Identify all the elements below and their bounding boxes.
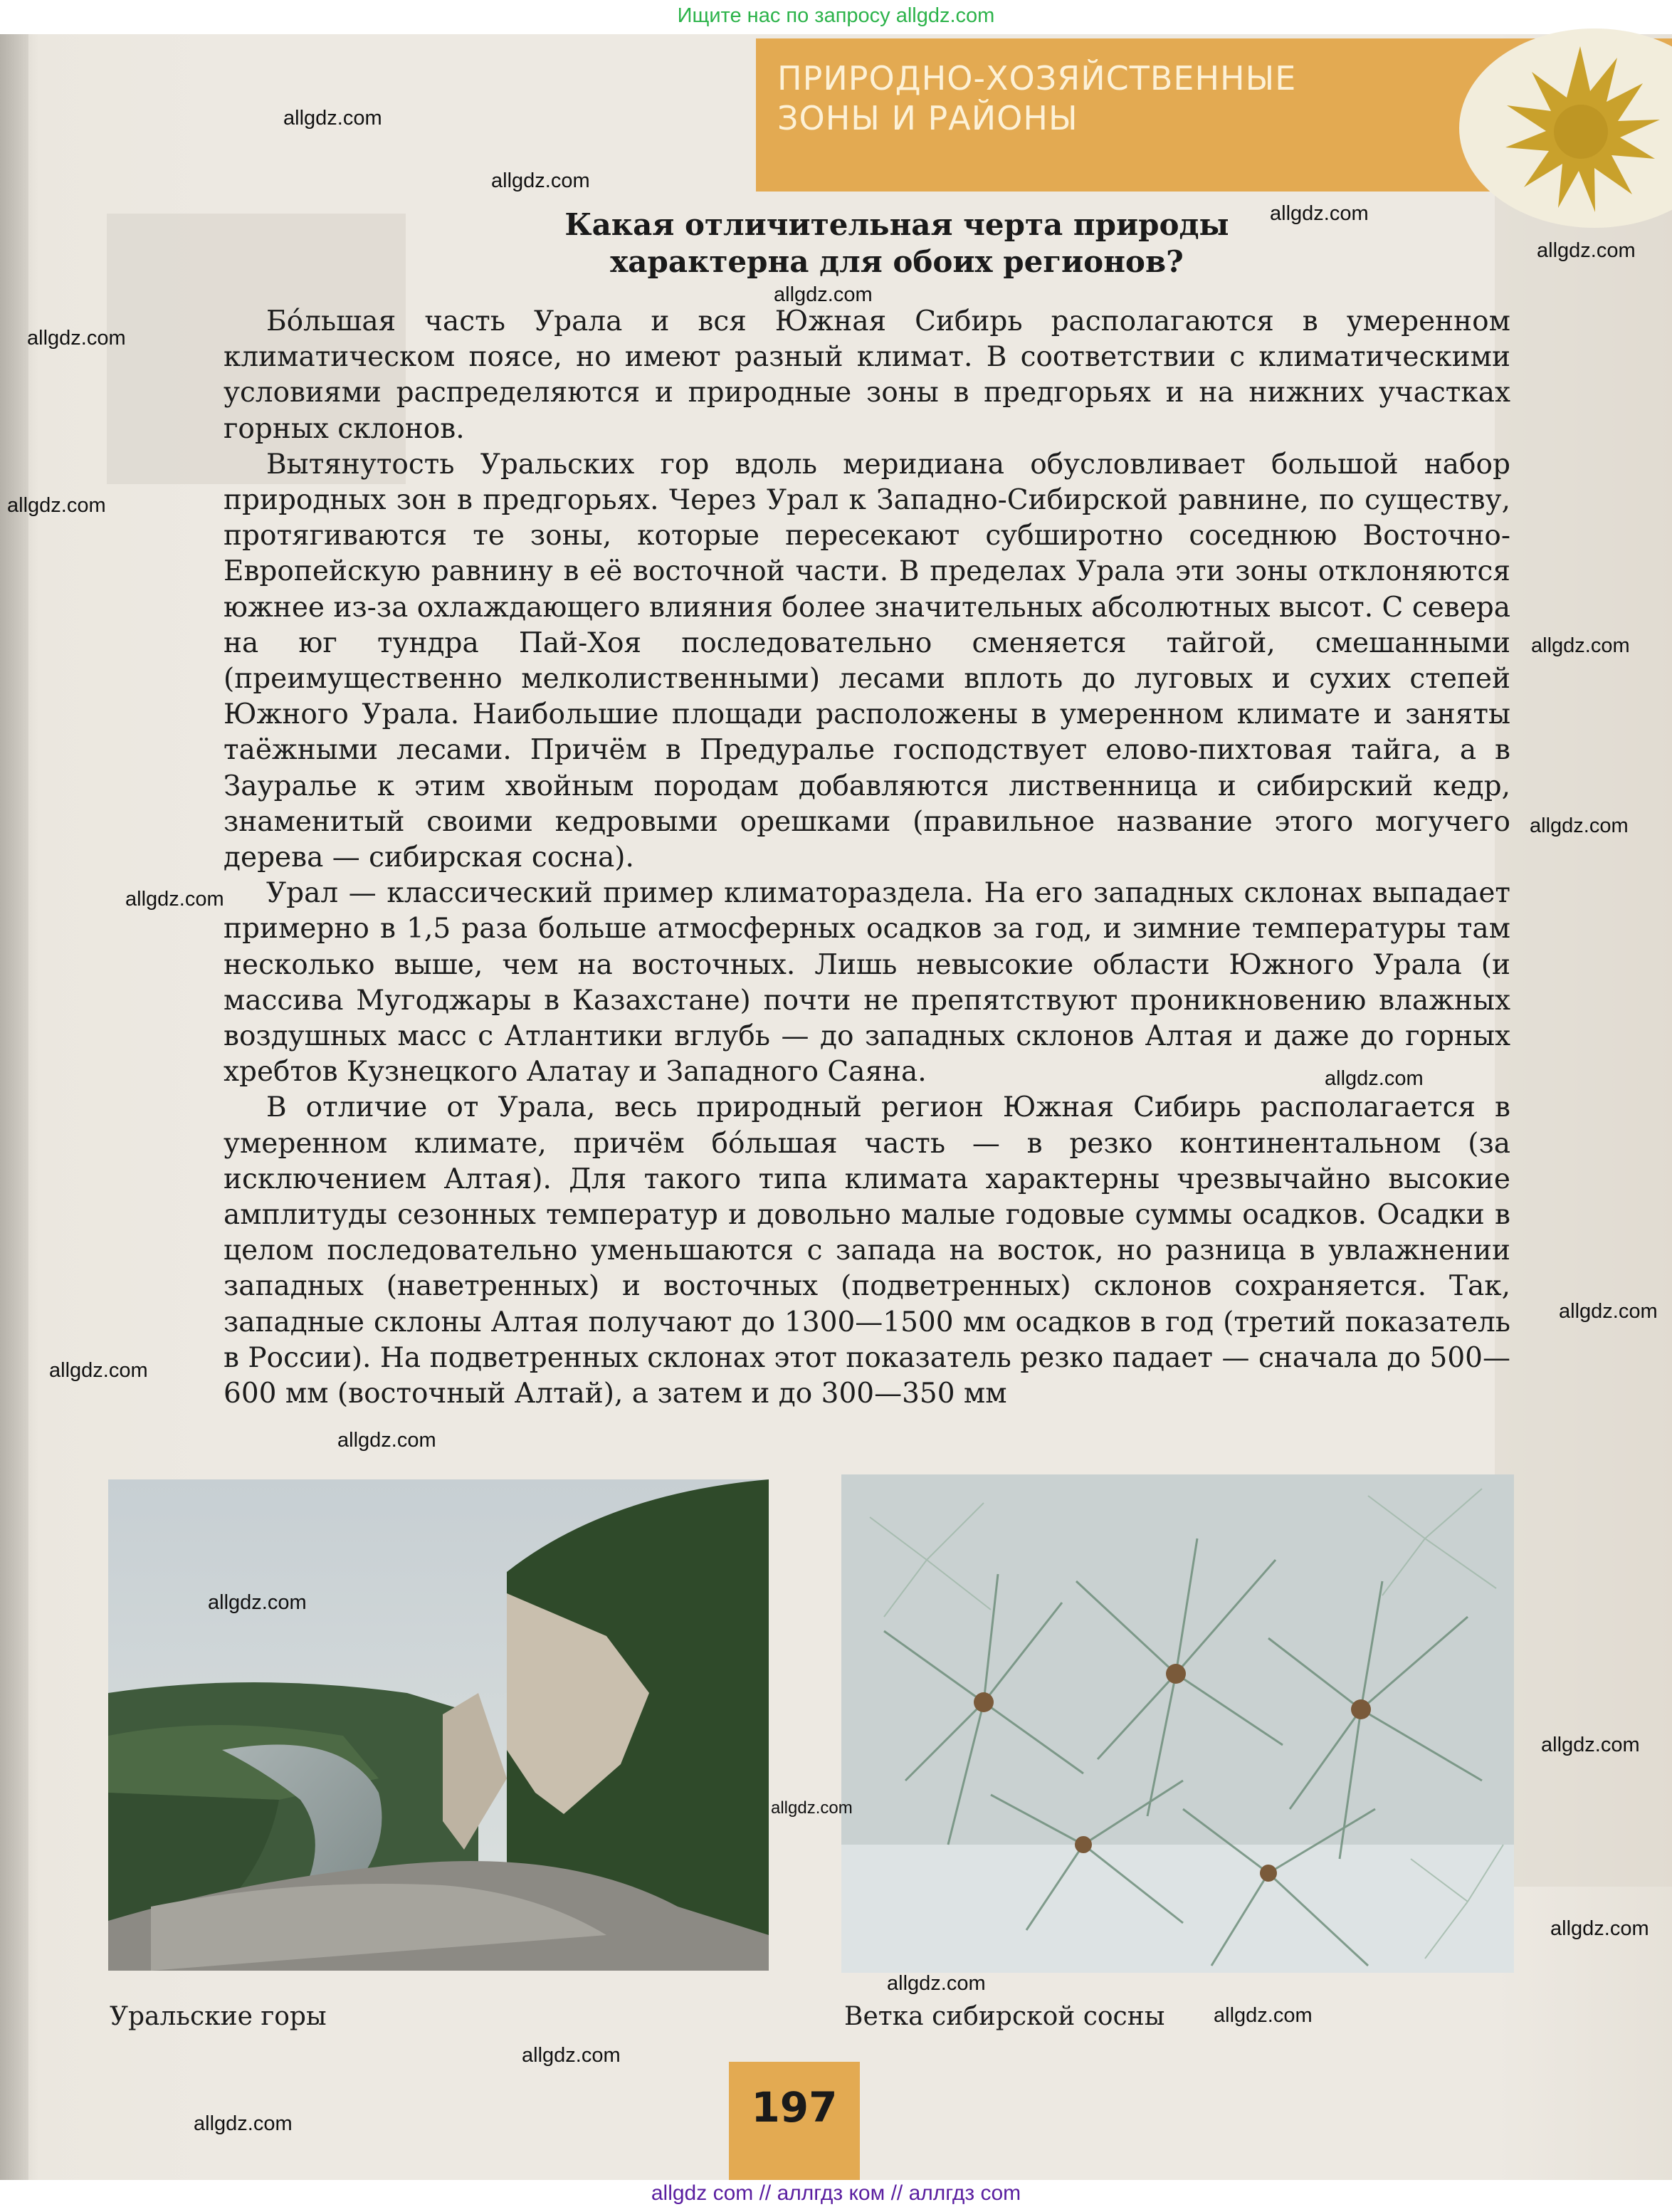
paragraph: В отличие от Урала, весь природный регион Южная Сибирь располагается в умеренном климате, причём бóльшая часть — в резко континентальном (за исключением Алтая). Для такого типа климата характерны чрезвычайно высокие амплитуды сезонных температур и довольно малые годовые суммы осадков. Осадки в целом последовательно уменьшаются с запада на восток, но разница в увлажнении западных (наветренных) и восточных (подветренных) склонов сохраняется. Так, западные склоны Алтая получают до 1300—1500 мм осадков в год (третий показатель в России). На подветренных склонах этот показатель резко падает — сначала до 500—600 мм (восточный Алтай), а затем и до 300—350 мм [224,1091,1510,1410]
watermark: allgdz.com [522,2044,621,2067]
watermark: allgdz.com [1559,1300,1658,1323]
watermark: allgdz.com [125,888,224,911]
section-question-heading [498,206,1295,281]
show-through-panel [1495,178,1672,1887]
watermark: allgdz.com [208,1591,307,1614]
page-number: 197 [751,2083,838,2132]
left-photo-caption: Уральские горы [110,2002,327,2031]
watermark: allgdz.com [1530,814,1629,837]
top-banner-link[interactable]: Ищите нас по запросу allgdz.com [677,4,995,27]
paragraph: Бóльшая часть Урала и вся Южная Сибирь располагаются в умеренном климатическом поясе, но имеют разный климат. В соответствии с климатическими условиями распределяются и природные зоны в предгорьях и на нижних участках горных склонов. [224,305,1510,445]
watermark: allgdz.com [491,169,590,192]
section-header-title [777,58,1296,138]
watermark: allgdz.com [7,494,106,517]
book-spine-shadow [0,34,28,2180]
watermark: allgdz.com [283,107,382,130]
watermark: allgdz.com [337,1429,436,1452]
paragraph: Урал — классический пример климатораздела. На его западных склонах выпадает примерно в 1,5 раза больше атмосферных осадков за год, и зимние температуры там несколько выше, чем на восточных. Лишь невысокие области Южного Урала (и массива Мугоджары в Казахстане) почти не препятствуют проникновению влажных воздушных масс с Атлантики вглубь — до западных склонов Алтая и даже до горных хребтов Кузнецкого Алатау и Западного Саяна. [224,877,1510,1089]
watermark: allgdz.com [1270,202,1369,225]
watermark: allgdz.com [771,1798,853,1818]
section-header-line-1: ПРИРОДНО-ХОЗЯЙСТВЕННЫЕ [777,59,1297,98]
watermark: allgdz.com [49,1359,148,1382]
watermark: allgdz.com [1537,239,1636,262]
watermark: allgdz.com [1541,1734,1640,1756]
ural-mountains-photo [108,1479,769,1971]
watermark: allgdz.com [1214,2004,1313,2027]
watermark: allgdz.com [774,283,873,306]
watermark: allgdz.com [1550,1917,1649,1940]
heading-line-1: Какая отличительная черта природы [564,207,1229,242]
heading-line-2: характерна для обоих регионов? [610,244,1184,279]
watermark: allgdz.com [887,1972,986,1995]
watermark: allgdz.com [27,327,126,350]
right-photo-caption: Ветка сибирской сосны [844,2002,1165,2031]
section-header-line-2: ЗОНЫ И РАЙОНЫ [777,99,1078,137]
paragraph: Вытянутость Уральских гор вдоль меридиана обусловливает большой набор природных зон в предгорьях. Через Урал к Западно-Сибирской равнине, по существу, протягиваются те зоны, которые пересекают субширотно соседнюю Восточно-Европейскую равнину в её восточной части. В пределах Урала эти зоны отклоняются южнее из-за охлаждающего влияния более значительных абсолютных высот. С севера на юг тундра Пай-Хоя последовательно сменяется тайгой, смешанными (преимущественно мелколиственными) лесами вплоть до луговых и сухих степей Южного Урала. Наибольшие площади расположены в умеренном климате и заняты таёжными лесами. Причём в Предуралье господствует елово-пихтовая тайга, а в Зауралье к этим хвойным породам добавляются лиственница и сибирский кедр, знаменитый своими кедровыми орешками (правильное название этого могучего дерева — сибирская сосна). [224,448,1510,874]
watermark: allgdz.com [194,2112,293,2135]
bottom-banner-links[interactable]: allgdz com // аллгдз ком // аллгдз com [651,2181,1021,2205]
watermark: allgdz.com [1531,634,1630,657]
body-text [224,304,1510,1412]
siberian-pine-photo [841,1474,1514,1973]
sun-star-icon [1495,43,1666,214]
watermark: allgdz.com [1325,1067,1424,1090]
